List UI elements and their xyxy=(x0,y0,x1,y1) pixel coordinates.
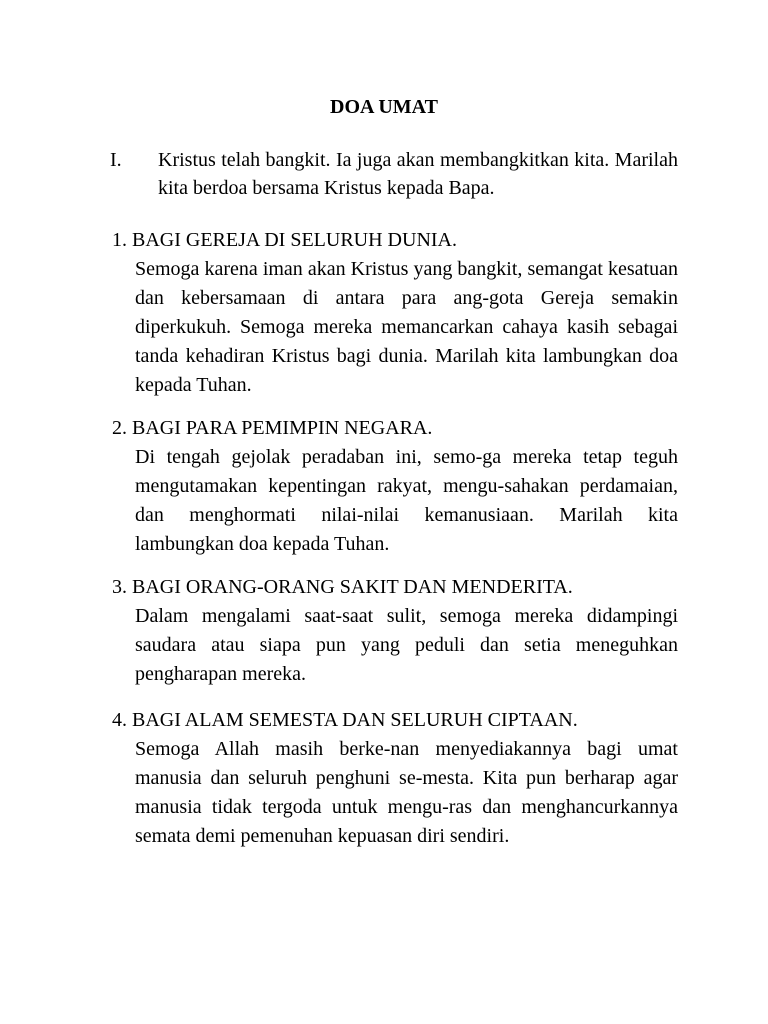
section-heading: 4. BAGI ALAM SEMESTA DAN SELURUH CIPTAAN. xyxy=(112,709,578,731)
prayer-section-2 xyxy=(112,414,678,559)
section-body: Dalam mengalami saat-saat sulit, semoga mereka didampingi saudara atau siapa pun yang peduli dan setia meneguhkan pengharapan mereka. xyxy=(135,605,678,685)
prayer-section-4 xyxy=(112,706,678,851)
intro-paragraph xyxy=(112,146,678,202)
intro-marker: I. xyxy=(110,149,122,171)
page-title: DOA UMAT xyxy=(330,96,438,118)
section-heading: 3. BAGI ORANG-ORANG SAKIT DAN MENDERITA. xyxy=(112,576,573,598)
section-body: Di tengah gejolak peradaban ini, semo-ga mereka tetap teguh mengutamakan kepentingan rakyat, mengu-sahakan perdamaian, dan menghormati nilai-nilai kemanusiaan. Marilah kita lambungkan doa kepada Tuhan. xyxy=(135,446,678,555)
section-heading: 2. BAGI PARA PEMIMPIN NEGARA. xyxy=(112,417,433,439)
prayer-section-1 xyxy=(112,226,678,400)
prayer-section-3 xyxy=(112,573,678,689)
section-body: Semoga karena iman akan Kristus yang bangkit, semangat kesatuan dan kebersamaan di antara para ang-gota Gereja semakin diperkukuh. Semoga mereka memancarkan cahaya kasih sebagai tanda kehadiran Kristus bagi dunia. Marilah kita lambungkan doa kepada Tuhan. xyxy=(135,258,678,396)
section-body: Semoga Allah masih berke-nan menyediakannya bagi umat manusia dan seluruh penghuni se-mesta. Kita pun berharap agar manusia tidak tergoda untuk mengu-ras dan menghancurkannya semata demi pemenuhan kepuasan diri sendiri. xyxy=(135,738,678,847)
section-heading: 1. BAGI GEREJA DI SELURUH DUNIA. xyxy=(112,229,457,251)
intro-text: Kristus telah bangkit. Ia juga akan membangkitkan kita. Marilah kita berdoa bersama Kristus kepada Bapa. xyxy=(158,149,678,199)
